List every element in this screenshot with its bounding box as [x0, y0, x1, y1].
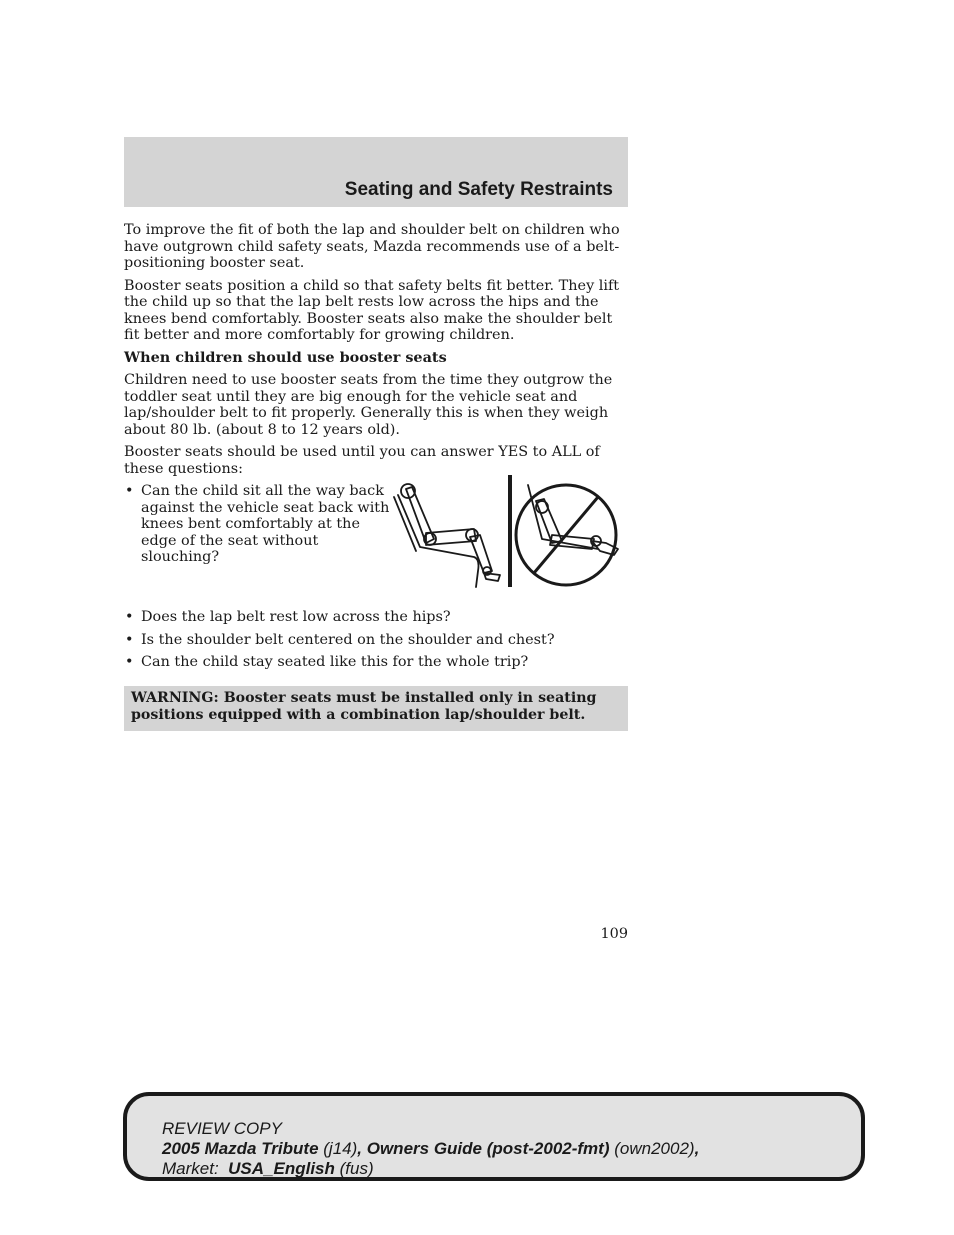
separator: , [357, 1139, 367, 1158]
model-name: 2005 Mazda Tribute [162, 1139, 319, 1158]
list-item [124, 609, 628, 626]
paragraph-yes-to-all: Booster seats should be used until you can answer YES to ALL of these questions: [124, 444, 600, 477]
bullet-icon: • [125, 609, 134, 625]
list-item [124, 632, 628, 649]
bullet-text: Is the shoulder belt centered on the shoulder and chest? [141, 631, 555, 648]
model-code: (j14) [323, 1139, 358, 1158]
section-header-band [124, 137, 628, 207]
list-item [124, 483, 391, 566]
bullet-text: Can the child stay seated like this for the whole trip? [141, 654, 529, 670]
document-title-line [162, 1139, 699, 1159]
bullet-icon: • [125, 654, 134, 670]
bullet-text: Does the lap belt rest low across the hips? [141, 609, 451, 625]
bullet-text: Can the child sit all the way back against the vehicle seat back with knees bent comfortably at the edge of the seat without slouching? [141, 483, 390, 565]
warning-box [124, 686, 628, 731]
subheading-when-to-use: When children should use booster seats [124, 348, 447, 366]
page-number: 109 [600, 926, 628, 942]
list-item [124, 654, 628, 671]
booster-seat-posture-illustration [392, 475, 624, 595]
paragraph-when-to-use: Children need to use booster seats from the time they outgrow the toddler seat until they are big enough for the vehicle seat and lap/shoulder belt to fit properly. Generally this is when they weigh about 80 lb. (about 8 to 12 years old). [124, 372, 613, 438]
bullet-with-illustration [124, 483, 628, 609]
market-line [162, 1159, 699, 1179]
market-name: USA_English [228, 1159, 335, 1178]
market-label: Market: [162, 1159, 219, 1178]
paragraph-intro: To improve the fit of both the lap and shoulder belt on children who have outgrown child safety seats, Mazda recommends use of a belt-positioning booster seat. [124, 222, 620, 271]
review-copy-box [123, 1092, 865, 1181]
page-content [124, 222, 628, 677]
paragraph-booster-purpose: Booster seats position a child so that safety belts fit better. They lift the child up so that the lap belt rests low across the hips and the knees bend comfortably. Booster seats also make the shoulder belt fit better and more comfortably for growing children. [124, 277, 620, 343]
review-copy-text [162, 1119, 699, 1179]
warning-text: WARNING: Booster seats must be installed only in seating positions equipped with a combination lap/shoulder belt. [131, 690, 597, 723]
review-copy-label: REVIEW COPY [162, 1119, 282, 1138]
section-title: Seating and Safety Restraints [344, 179, 613, 200]
guide-name: Owners Guide (post-2002-fmt) [366, 1139, 610, 1158]
guide-code: (own2002) [614, 1139, 695, 1158]
separator: , [694, 1139, 700, 1158]
bullet-icon: • [125, 631, 134, 648]
bullet-icon: • [125, 483, 134, 499]
divider-bar [508, 475, 512, 587]
market-code: (fus) [339, 1159, 374, 1178]
